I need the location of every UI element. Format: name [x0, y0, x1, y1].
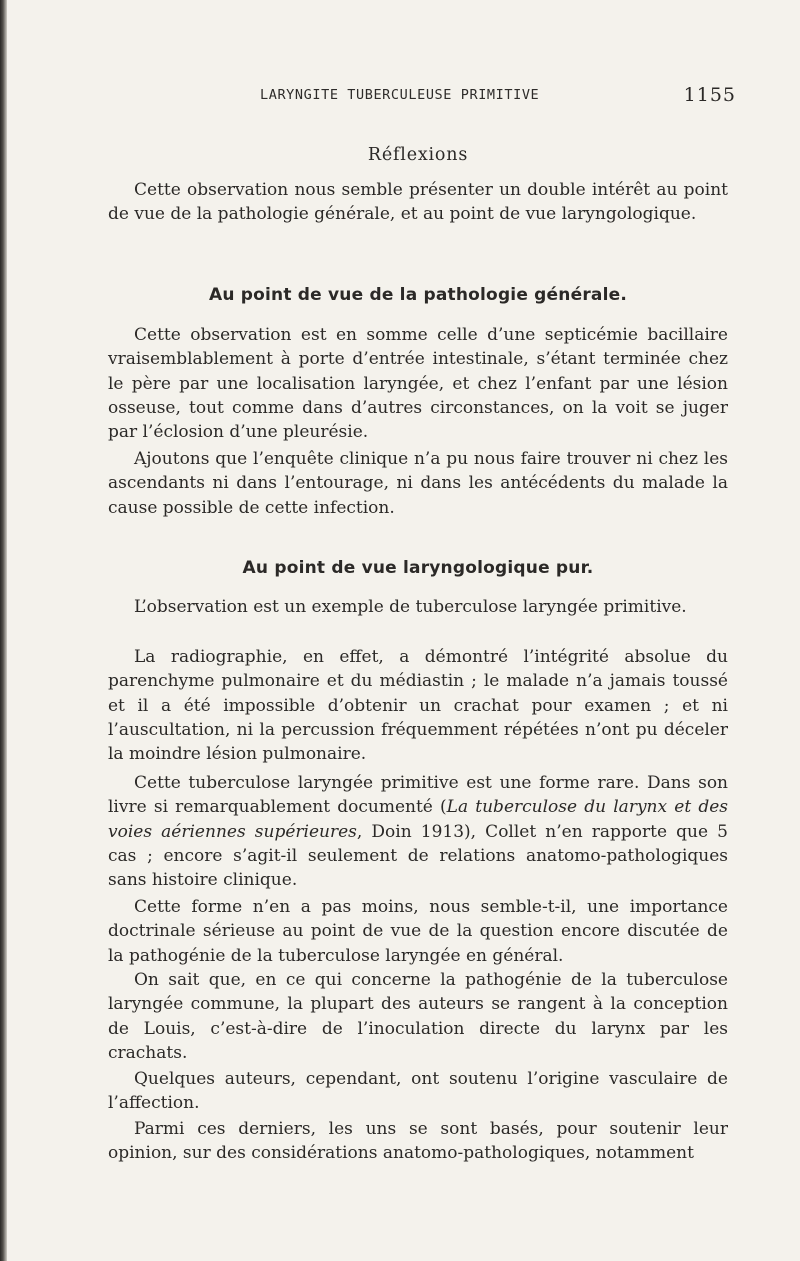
running-header — [108, 84, 736, 108]
paragraph-primitive-example: L’observation est un exemple de tuberculose laryngée primitive. — [134, 597, 687, 617]
subheading-laryngology: Au point de vue laryngologique pur. — [242, 558, 594, 578]
book-page — [108, 0, 736, 1261]
paragraph-doctrinal-importance: Cette forme n’en a pas moins, nous semble-t-il, une importance doctrinale sérieuse au point de vue de la question encore discutée de la pathogénie de la tuberculose laryngée en général. — [108, 897, 728, 966]
running-title: LARYNGITE TUBERCULEUSE PRIMITIVE — [260, 87, 540, 103]
paragraph-rare-form-text-1: Cette tuberculose laryngée primitive est une forme rare. Dans son livre si remarquablement documenté ( — [108, 773, 728, 818]
paragraph-intro: Cette observation nous semble présenter un double intérêt au point de vue de la pathologie générale, et au point de vue laryngologique. — [108, 180, 728, 225]
paragraph-radiography: La radiographie, en effet, a démontré l’intégrité absolue du parenchyme pulmonaire et du médiastin ; le malade n’a jamais toussé et il a été impossible d’obtenir un crachat pour examen ; et ni l’auscultation, ni la percussion fréquemment répétées n’ont pu déceler la moindre lésion pulmonaire. — [108, 647, 728, 765]
paragraph-clinical-inquiry: Ajoutons que l’enquête clinique n’a pu nous faire trouver ni chez les ascendants ni dans l’entourage, ni dans les antécédents du malade la cause possible de cette infection. — [108, 449, 728, 518]
paragraph-septicemia: Cette observation est en somme celle d’une septicémie bacillaire vraisemblablement à porte d’entrée intestinale, s’étant terminée chez le père par une localisation laryngée, et chez l’enfant par une lésion osseuse, tout comme dans d’autres circonstances, on la voit se juger par l’éclosion d’une pleurésie. — [108, 325, 728, 443]
paragraph-rare-form — [108, 771, 728, 892]
book-title-citation: La tuberculose du larynx et des voies aériennes supérieures — [108, 797, 729, 842]
page-number: 1155 — [683, 84, 736, 106]
subheading-general-pathology: Au point de vue de la pathologie générale. — [209, 285, 627, 305]
section-title: Réflexions — [367, 145, 469, 165]
paragraph-anatomo-pathology: Parmi ces derniers, les uns se sont basés, pour soutenir leur opinion, sur des considérations anatomo-pathologiques, notamment — [108, 1119, 728, 1164]
page-binding-edge — [0, 0, 7, 1261]
paragraph-rare-form-text-2: , Doin 1913), Collet n’en rapporte que 5 cas ; encore s’agit-il seulement de relations anatomo-pathologiques sans histoire clinique. — [108, 821, 728, 891]
paragraph-vascular-origin: Quelques auteurs, cependant, ont soutenu l’origine vasculaire de l’affection. — [108, 1069, 728, 1114]
paragraph-pathogeny: On sait que, en ce qui concerne la pathogénie de la tuberculose laryngée commune, la plupart des auteurs se rangent à la conception de Louis, c’est-à-dire de l’inoculation directe du larynx par les crachats. — [108, 970, 728, 1063]
